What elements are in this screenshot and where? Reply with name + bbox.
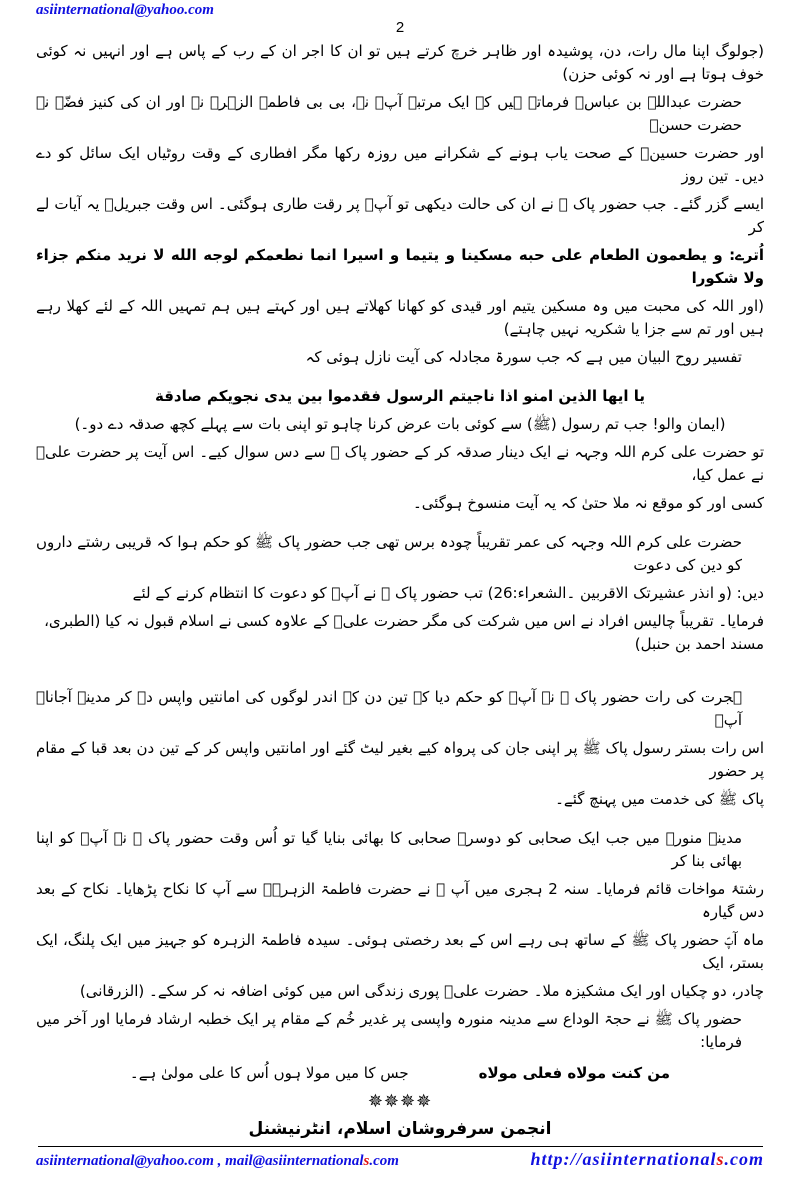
text-line: ہجرت کی رات حضور پاک ﷺ نے آپؑ کو حکم دیا کہ تین دن کے اندر لوگوں کی امانتیں واپس دے کر مدینہ آجانا۔ آپؑ: [36, 688, 742, 729]
text-line: تو حضرت علی کرم اللہ وجہہ نے ایک دینار صدقہ کر کے حضور پاک ﷺ سے دس سوال کیے۔ اس آیت پر حضرت علیؑ نے عمل کیا،: [36, 443, 764, 484]
hadith-urdu: جس کا میں مولا ہوں اُس کا علی مولیٰ ہے۔: [129, 1064, 409, 1082]
text-line: رشتۂ مواخات قائم فرمایا۔ سنہ 2 ہجری میں آپ ﷺ نے حضرت فاطمۃ الزہرہؓ سے آپ کا نکاح پڑھایا۔ نکاح کے بعد دس گیارہ: [36, 880, 764, 921]
text-line: اس رات بستر رسول پاک ﷺ پر اپنی جان کی پرواہ کیے بغیر لیٹ گئے اور امانتیں واپس کر کے تین دن بعد قبا کے مقام پر حضور: [36, 739, 764, 780]
document-body: [36, 40, 764, 1085]
text-line: مدینہ منورہ میں جب ایک صحابی کو دوسرے صحابی کا بھائی بنایا گیا تو اُس وقت حضور پاک ﷺ نے آپؑ کو اپنا بھائی بنا کر: [36, 829, 742, 870]
footer-emails[interactable]: [36, 1153, 399, 1170]
footer-links: [36, 1149, 764, 1180]
ornament-stars-icon: ✵✵✵✵: [367, 1091, 433, 1112]
text-line: کسی اور کو موقع نہ ملا حتیٰ کہ یہ آیت منسوخ ہوگئی۔: [412, 494, 764, 512]
text-line: اور حضرت حسینؑ کے صحت یاب ہونے کے شکرانے میں روزہ رکھا مگر افطاری کے وقت روٹیاں ایک سائل کو دے دیں۔ تین روز: [36, 144, 764, 185]
footer-url-text: http://asiinternational: [530, 1149, 717, 1169]
quran-verse: يا ايها الذين امنو اذا ناجيتم الرسول فقدموا بين يدى نجويكم صادقة: [154, 387, 645, 405]
footer-emails-text: asiinternational@yahoo.com , mail@asiinternational: [36, 1153, 364, 1169]
text-line: (ایمان والو! جب تم رسول (ﷺ) سے کوئی بات عرض کرنا چاہو تو اپنی بات سے پہلے کچھ صدقہ دے دو۔): [74, 415, 726, 433]
text-line: ایسے گزر گئے۔ جب حضور پاک ﷺ نے ان کی حالت دیکھی تو آپؑ پر رقت طاری ہوگئی۔ اس وقت جبریلؑ یہ آیات لے کر: [36, 195, 764, 236]
text-line: دیں: (و انذر عشیرتک الاقربین ۔الشعراء:26) تب حضور پاک ﷺ نے آپؑ کو دعوت کا انتظام کرنے کے لئے: [132, 584, 764, 602]
quran-verse: اُترے: و یطعمون الطعام علی حبه مسکینا و یتیما و اسیرا انما نطعمکم لوجه الله لا نرید منکم جزاء ولا شکورا: [36, 246, 764, 287]
text-line: فرمایا۔ تقریباً چالیس افراد نے اس میں شرکت کی مگر حضرت علیؑ کے علاوہ کسی نے اسلام قبول نہ کیا (الطبری، مسند احمد بن حنبل): [44, 612, 764, 653]
text-line: پاک ﷺ کی خدمت میں پہنچ گئے۔: [555, 790, 764, 808]
footer-emails-suffix: .com: [369, 1153, 399, 1169]
footer-url-suffix: .com: [724, 1149, 764, 1169]
text-line: حضور پاک ﷺ نے حجۃ الوداع سے مدینہ منورہ واپسی پر غدیر خُم کے مقام پر ایک خطبہ ارشاد فرمایا اور آخر میں فرمایا:: [36, 1010, 742, 1051]
organization-name: انجمن سرفروشان اسلام، انٹرنیشنل: [248, 1119, 552, 1139]
footer-url-red: s: [716, 1149, 725, 1169]
footer-divider: [38, 1146, 763, 1147]
hadith-arabic: من كنت مولاه فعلى مولاه: [478, 1064, 671, 1082]
page-number: 2: [395, 19, 405, 36]
hadith-row: [36, 1062, 764, 1085]
text-line: حضرت عبداللہ بن عباسؓ فرماتے ہیں کہ ایک مرتبہ آپؑ نے، بی بی فاطمۃ الزہرہ نے اور ان کی کنیز فضّہ نے حضرت حسنؑ: [36, 93, 742, 134]
text-line: تفسیر روح البیان میں ہے کہ جب سورۃ مجادلہ کی آیت نازل ہوئی کہ: [305, 348, 742, 366]
header-email[interactable]: asiinternational@yahoo.com: [36, 2, 214, 18]
text-line: (جولوگ اپنا مال رات، دن، پوشیدہ اور ظاہر خرچ کرتے ہیں تو ان کا اجر ان کے رب کے پاس ہے اور انہیں نہ کوئی خوف ہوتا ہے اور نہ کوئی حزن): [36, 42, 764, 83]
footer-website-link[interactable]: [530, 1149, 764, 1170]
footer-emails-red: s: [363, 1153, 370, 1169]
text-line: ماہ آپؑ حضور پاک ﷺ کے ساتھ ہی رہے اس کے بعد رخصتی ہوئی۔ سیدہ فاطمۃ الزہرہ کو جہیز میں ایک پلنگ، ایک بستر، ایک: [36, 931, 764, 972]
text-line: حضرت علی کرم اللہ وجہہ کی عمر تقریباً چودہ برس تھی جب حضور پاک ﷺ کو حکم ہوا کہ قریبی رشتے داروں کو دین کی دعوت: [36, 533, 742, 574]
text-line: (اور اللہ کی محبت میں وہ مسکین یتیم اور قیدی کو کھانا کھلاتے ہیں اور کہتے ہیں ہم تمہیں اللہ کے لئے کھلا رہے ہیں اور تم سے جزا یا شکریہ نہیں چاہتے): [36, 297, 764, 338]
text-line: چادر، دو چکیاں اور ایک مشکیزہ ملا۔ حضرت علیؑ پوری زندگی اس میں کوئی اضافہ نہ کر سکے۔ (الزرقانی): [79, 982, 764, 1000]
